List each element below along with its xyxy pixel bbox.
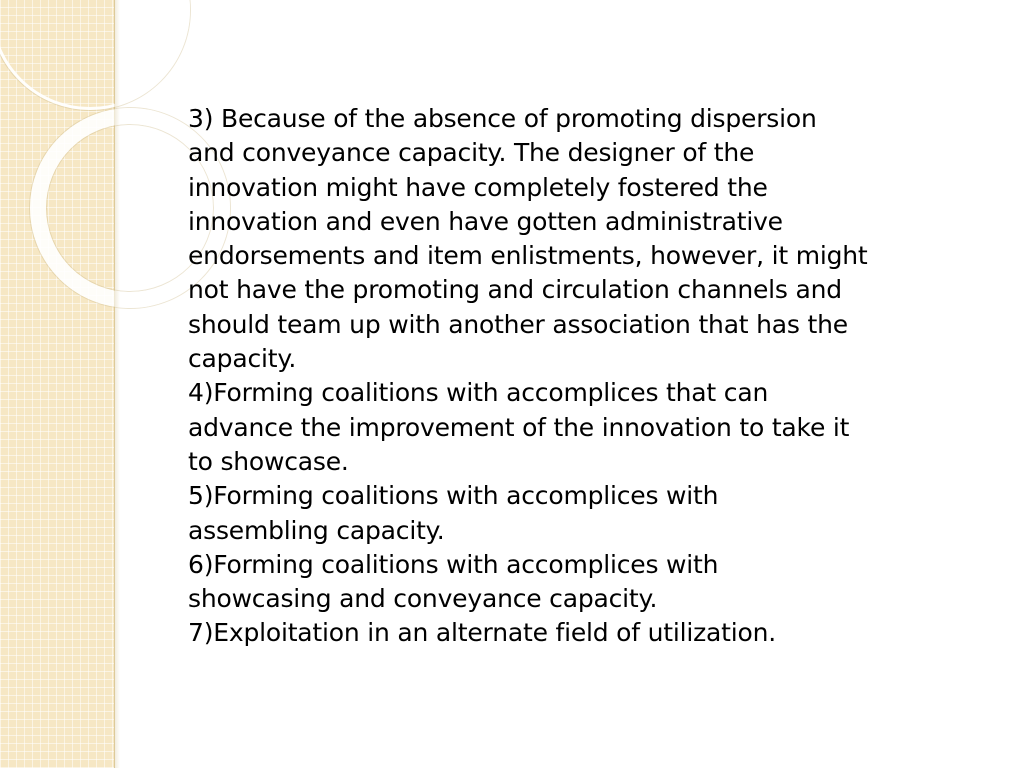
decorative-ring-top xyxy=(0,0,190,110)
decorative-side-panel xyxy=(0,0,115,768)
slide-body-text: 3) Because of the absence of promoting dispersion and conveyance capacity. The designer of the innovation might have completely fostered the innovation and even have gotten administrative endorsements and item enlistments, however, it might not have the promoting and circulation channels and should team up with another association that has the capacity. 4)Forming coalitions with accomplices that can advance the improvement of the innovation to take it to showcase. 5)Forming coalitions with accomplices with assembling capacity. 6)Forming coalitions with accomplices with showcasing and conveyance capacity. 7)Exploitation in an alternate field of utilization. xyxy=(188,104,868,648)
